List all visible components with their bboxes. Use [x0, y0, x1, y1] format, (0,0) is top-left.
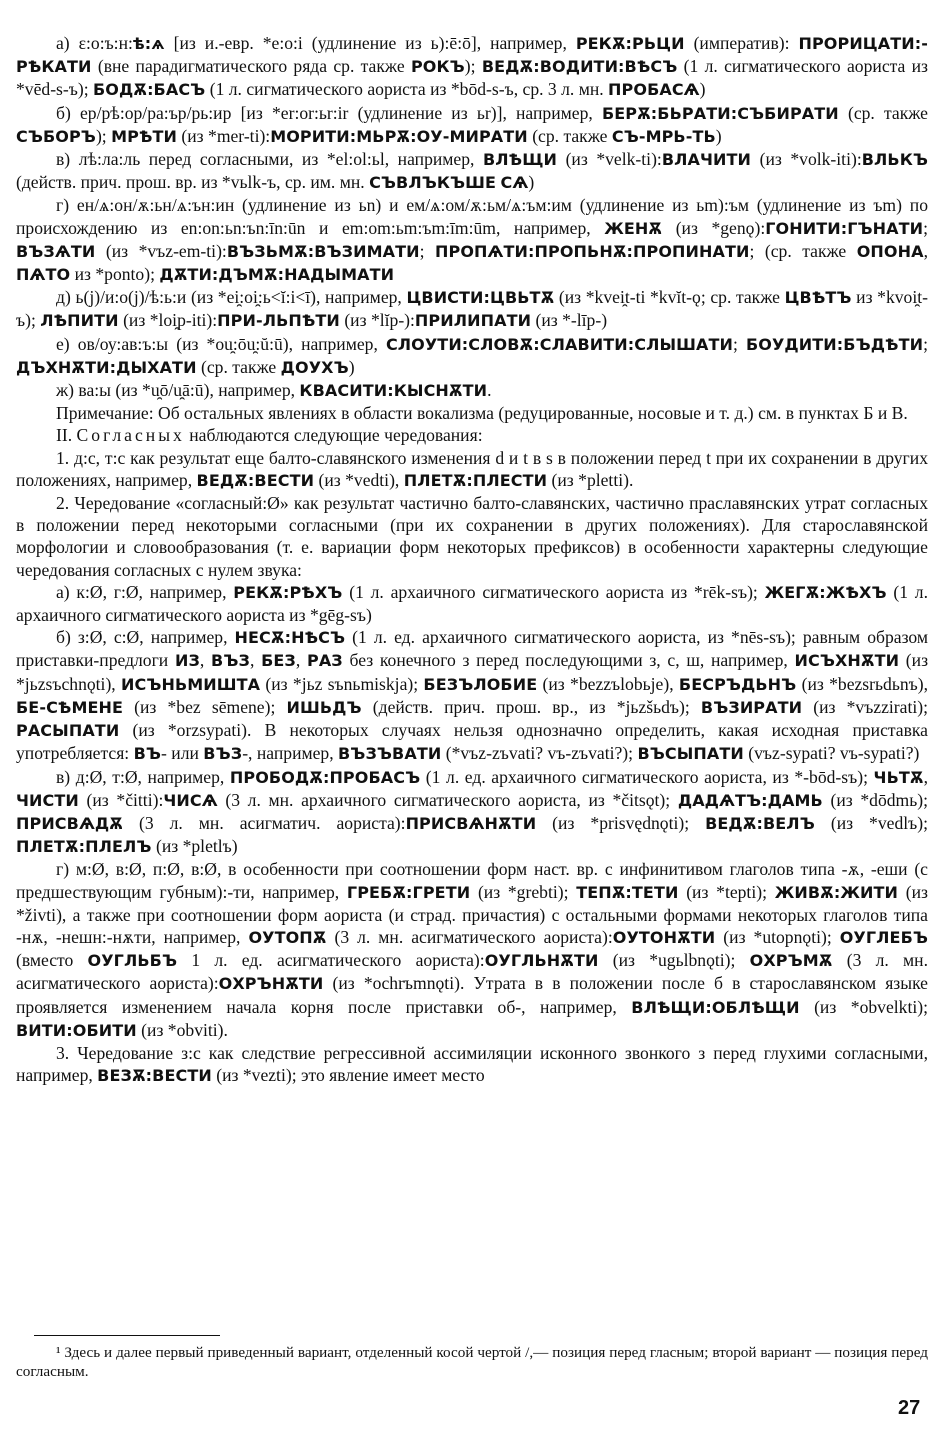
page-number: 27	[898, 1397, 921, 1419]
paragraph-vowel-b: б) ер/рѣ:ор/ра:ър/рь:ир [из *er:or:ьr:ir (удлинение из ьr)], например, БЕРѪ:БЬРАТИ:СЪБИРАТИ (ср. также СЪБОРЪ); МРѢТИ (из *mer-ti):МОРИТИ:МЬРѪ:ОУ-МИРАТИ (ср. также СЪ-МРЬ-ТЬ)	[16, 102, 928, 146]
section-heading-consonants	[16, 424, 928, 446]
main-text	[16, 32, 928, 1087]
footnote	[16, 1343, 928, 1381]
paragraph-vowel-g: г) ен/ѧ:он/ѫ:ьн/ѧ:ън:ин (удлинение из ьn) и ем/ѧ:ом/ѫ:ьм/ѧ:ъм:им (удлинение из ьm):ъм (удлинение из ъm) по происхождению из en:on:ьn:ъn:īn:ūn и em:om:ьm:ъm:īm:ūm, например, ЖЕНѪ (из *genǫ):ГОНИТИ:ГЪНАТИ; ВЪЗѦТИ (из *vъz-em-ti):ВЪЗЬМѪ:ВЪЗИМАТИ; ПРОПѦТИ:ПРОПЬНѪ:ПРОПИНАТИ; (ср. также ОПОНА, ПѦТО из *ponto); ДѪТИ:ДЪМѪ:НАДЫМАТИ	[16, 195, 929, 285]
paragraph-vowel-d: д) ь(j)/и:о(j)/ѣ:ь:и (из *ei̯:oi̯:ь<ĭ:i<ī), например, ЦВИСТИ:ЦВЬТѪ (из *kvei̯t-ti *kvĭt-ǫ; ср. также ЦВѢТЪ из *kvoi̯t-ъ); ЛѢПИТИ (из *loi̯p-iti):ПРИ-ЛЬПѢТИ (из *lĭp-):ПРИЛИПАТИ (из *-līp-)	[16, 287, 928, 331]
paragraph-consonant-2c: в) д:Ø, т:Ø, например, ПРОБОДѪ:ПРОБАСЪ (1 л. ед. архаичного сигматического аориста, из *-bōd-sъ); ЧЬТѪ, ЧИСТИ (из *čitti):ЧИСѦ (3 л. мн. архаичного сигматического аориста, из *čitsǫt); ДАДѦТЪ:ДАМЬ (из *dōdmь); ПРИСВѦДѪ (3 л. мн. асигматич. аориста):ПРИСВѦНѪТИ (из *prisvędnǫti); ВЕДѪ:ВЕЛЪ (из *vedlъ); ПЛЕТѪ:ПЛЕЛЪ (из *pletlъ)	[16, 766, 928, 857]
paragraph-vowel-v: в) лѣ:ла:ль перед согласными, из *el:ol:ьl, например, ВЛѢЩИ (из *velk-ti):ВЛАЧИТИ (из *volk-iti):ВЛЬКЪ (действ. прич. прош. вр. из *vьlk-ъ, ср. им. мн. СЪВЛЪКЪШЕ СѦ)	[16, 149, 929, 193]
section-title: Согласных	[76, 425, 185, 446]
paragraph-consonant-2b: б) з:Ø, с:Ø, например, НЕСѪ:НѢСЪ (1 л. ед. архаичного сигматического аориста, из *nēs-sъ); равным образом приставки-предлоги ИЗ, ВЪЗ, БЕЗ, РАЗ без конечного з перед последующими з, с, ш, например, ИСЪХНѪТИ (из *jьzsъchnǫti), ИСЪНЬМИШТА (из *jьz sъnьmiskja); БЕЗЪЛОБИЕ (из *bezzъlobьje), БЕСРЪДЬНЪ (из *bezsrьdьnъ), БЕ-СѢМЕНЕ (из *bez sēmene); ИШЬДЪ (действ. прич. прош. вр., из *jьzšьdъ); ВЪЗИРАТИ (из *vъzzirati); РАСЫПАТИ (из *orzsypati). В некоторых случаях нельзя однозначно определить, какая исходная приставка употребляется: ВЪ- или ВЪЗ-, например, ВЪЗЪВАТИ (*vъz-zъvati? vъ-zъvati?); ВЪСЫПАТИ (vъz-sypati? vъ-sypati?)	[16, 627, 929, 764]
paragraph-vowel-e: е) ов/оу:ав:ъ:ы (из *ou̯:ōu̯:ŭ:ū), например, СЛОУТИ:СЛОВѪ:СЛАВИТИ:СЛЫШАТИ; БОУДИТИ:БЪДѢТИ; ДЪХНѪТИ:ДЫХАТИ (ср. также ДОУХЪ)	[16, 333, 928, 377]
paragraph-consonant-1: 1. д:с, т:с как результат еще балто-славянского изменения d и t в s в положении перед t при их сохранении в других положениях, например, ВЕДѪ:ВЕСТИ (из *vedti), ПЛЕТѪ:ПЛЕСТИ (из *pletti).	[16, 447, 928, 490]
paragraph-consonant-2d: г) м:Ø, в:Ø, п:Ø, в:Ø, в особенности при соотношении форм наст. вр. с инфинитивом глаголов типа -ѫ, -еши (с предшествующим губным):-ти, например, ГРЕБѪ:ГРЕТИ (из *grebti); ТЕПѪ:ТЕТИ (из *tepti); ЖИВѪ:ЖИТИ (из *živti), а также при соотношении форм аориста (и страд. причастия) с остальными формами некоторых глаголов типа -нѫ, -нешн:-нѫти, например, ОУТОПѪ (3 л. мн. асигматического аориста):ОУТОНѪТИ (из *utopnǫti); ОУГЛЕБЪ (вместо ОУГЛЬБЪ 1 л. ед. асигматического аориста):ОУГЛЬНѪТИ (из *ugьlbnǫti); ОХРЪМѪ (3 л. мн. асигматического аориста):ОХРЪНѪТИ (из *ochrъmnǫti). Утрата в в положении после б в старославянском языке проявляется изменением начала корня после приставки об-, например, ВЛѢЩИ:ОБЛѢЩИ (из *obvelkti); ВИТИ:ОБИТИ (из *obviti).	[16, 859, 928, 1040]
paragraph-consonant-2a: а) к:Ø, г:Ø, например, РЕКѪ:РѢХЪ (1 л. архаичного сигматического аориста из *rēk-sъ); ЖЕГѪ:ЖѢХЪ (1 л. архаичного сигматического аориста из *gēg-sъ)	[16, 581, 928, 626]
paragraph-consonant-2: 2. Чередование «согласный:Ø» как результат частично балто-славянских, частично праславянских утрат согласных в положении перед некоторыми согласными (при их сохранении в других положениях). Для старославянской морфологии и словообразования (т. е. вариации форм некоторых префиксов) в особенности характерны следующие чередования согласных с нулем звука:	[16, 493, 928, 580]
footnote-text: ¹ Здесь и далее первый приведенный вариант, отделенный косой чертой /,— позиция перед гласным; второй вариант — позиция перед согласным.	[16, 1344, 928, 1380]
footnote-rule	[34, 1335, 220, 1336]
note-paragraph: Примечание: Об остальных явлениях в области вокализма (редуцированные, носовые и т. д.) см. в пунктах Б и В.	[56, 403, 908, 424]
paragraph-vowel-a: а) ɛ:o:ъ:н:ѣ:ѧ [из и.-евр. *e:o:i (удлинение из ь):ē:ō], например, РЕКѪ:РЬЦИ (императив): ПРОРИЦАТИ:-РѢКАТИ (вне парадигматического ряда ср. также РОКЪ); ВЕДѪ:ВОДИТИ:ВѢСЪ (1 л. сигматического аориста из *vēd-s-ъ); БОДѪ:БАСЪ (1 л. сигматического аориста из *bōd-s-ъ, ср. 3 л. мн. ПРОБАСѦ)	[16, 33, 929, 100]
paragraph-consonant-3: 3. Чередование з:с как следствие регрессивной ассимиляции исконного звонкого з перед глухими согласными, например, ВЕЗѪ:ВЕСТИ (из *vezti); это явление имеет место	[16, 1042, 928, 1086]
paragraph-vowel-zh: ж) ва:ы (из *u̯ō/u̯ā:ū), например, КВАСИТИ:КЫСНѪТИ.	[56, 380, 492, 401]
section-intro: наблюдаются следующие чередования:	[189, 425, 483, 446]
section-number: II.	[56, 425, 73, 446]
